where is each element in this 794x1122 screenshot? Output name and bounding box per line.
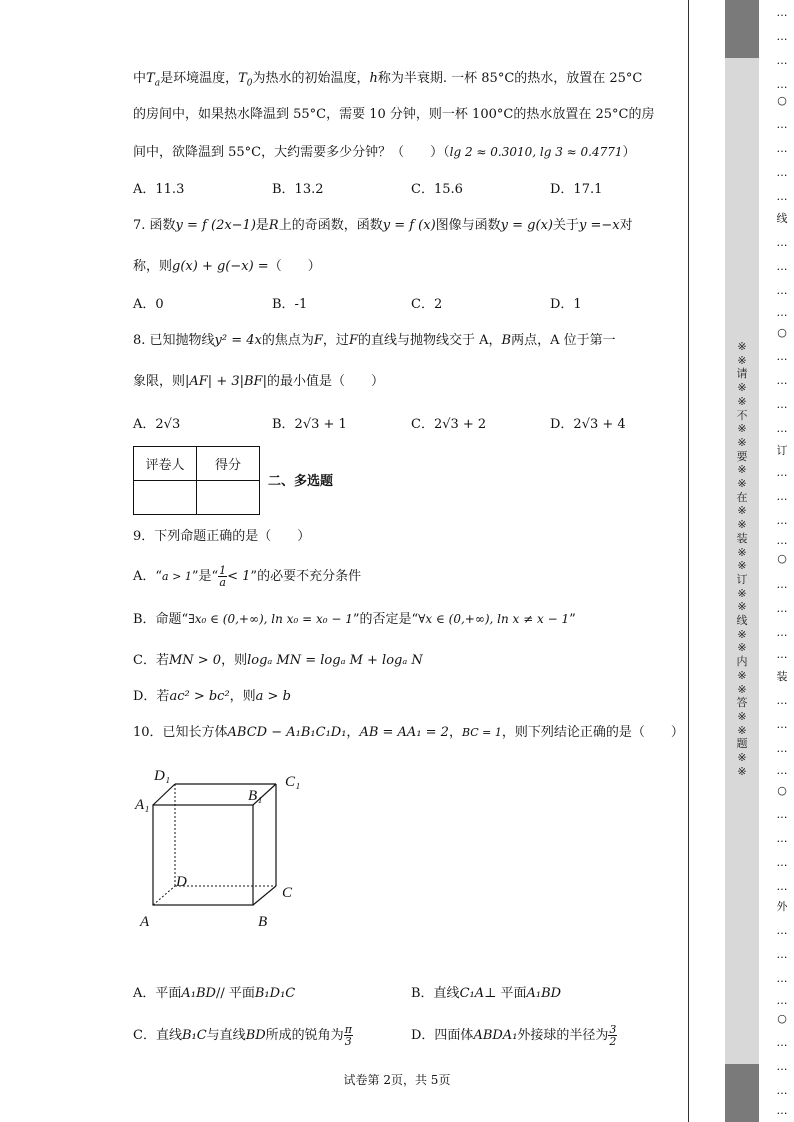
- text: 为热水的初始温度，: [252, 71, 370, 86]
- dots: …: [776, 54, 788, 67]
- p6-line1: [133, 69, 642, 94]
- dots: …: [776, 808, 788, 821]
- p8-line1: 8. 已知抛物线y² = 4x的焦点为F，过F的直线与抛物线交于 A，B两点，A 位于第一: [133, 333, 616, 348]
- edge-b-c: [253, 886, 276, 905]
- p9-option-b: B．命题“∃x₀ ∈ (0,+∞), ln x₀ = x₀ − 1”的否定是“∀x ∈ (0,+∞), ln x ≠ x − 1”: [133, 612, 576, 627]
- p6-option-d: D．17.1: [550, 182, 603, 197]
- p10-option-d: D．四面体ABDA₁外接球的半径为 $\frac{3}{2}$: [411, 1023, 617, 1048]
- p8-line2: 象限，则|AF| + 3|BF|的最小值是（ ）: [133, 374, 384, 389]
- dots: …: [776, 350, 788, 363]
- score-table-header-grader: 评卷人: [134, 447, 197, 481]
- dots: …: [776, 832, 788, 845]
- dots: …: [776, 1104, 788, 1117]
- p6-option-c: C．15.6: [411, 182, 463, 197]
- p7-line2: 称，则g(x) + g(−x) =（ ）: [133, 259, 321, 274]
- circle-mark: ○: [777, 784, 787, 797]
- dots: …: [776, 374, 788, 387]
- dots: …: [776, 880, 788, 893]
- binding-strip-bottom: [725, 1064, 759, 1122]
- score-table: [133, 446, 260, 515]
- cuboid-diagram: [130, 760, 310, 940]
- circle-mark: ○: [777, 94, 787, 107]
- dots: …: [776, 626, 788, 639]
- binding-char-order: 订: [776, 444, 788, 457]
- circle-mark: ○: [777, 1012, 787, 1025]
- p7-option-b: B．-1: [272, 297, 308, 312]
- cuboid-front-face: [153, 805, 253, 905]
- dots: …: [776, 1084, 788, 1097]
- dots: …: [776, 142, 788, 155]
- label-c: C: [282, 885, 293, 901]
- dots: …: [776, 466, 788, 479]
- edge-a-d-hidden: [153, 886, 175, 905]
- dots: …: [776, 948, 788, 961]
- symbol-h: h: [369, 71, 378, 86]
- dots: …: [776, 718, 788, 731]
- p8-option-c: C．2√3 + 2: [411, 417, 487, 432]
- p6-option-a: A．11.3: [133, 182, 185, 197]
- dots: …: [776, 306, 788, 319]
- label-c1: C₁: [285, 774, 301, 790]
- p9-option-a: A．“a > 1”是“ $\frac{1}{a}$ < 1”的必要不充分条件: [133, 564, 362, 589]
- fraction: $\frac{3}{2}$: [609, 1023, 617, 1048]
- dots: …: [776, 924, 788, 937]
- dots: …: [776, 490, 788, 503]
- p10-option-b: B．直线C₁A⊥ 平面A₁BD: [411, 986, 562, 1001]
- dots: …: [776, 78, 788, 91]
- binding-strip-top: [725, 0, 759, 58]
- p7-option-a: A．0: [133, 297, 164, 312]
- score-table-cell-score[interactable]: [197, 481, 260, 515]
- text: 称为半衰期. 一杯 85°C的热水，放置在 25°C: [377, 71, 643, 86]
- dots: …: [776, 764, 788, 777]
- dots: …: [776, 284, 788, 297]
- dots: …: [776, 694, 788, 707]
- p7-option-d: D．1: [550, 297, 582, 312]
- edge-a1-d1: [153, 784, 175, 805]
- binding-border: [688, 0, 689, 1122]
- binding-char-line: 线: [776, 212, 788, 225]
- p6-option-b: B．13.2: [272, 182, 324, 197]
- dots: …: [776, 236, 788, 249]
- p7-option-c: C．2: [411, 297, 443, 312]
- dots: …: [776, 994, 788, 1007]
- label-d: D: [176, 874, 187, 890]
- p7-line1: 7. 函数y = f (2x−1)是R上的奇函数，函数y = f (x)图像与函数y = g(x)关于y =−x对: [133, 218, 633, 233]
- symbol-ta: $T_a$: [146, 71, 161, 89]
- dots: …: [776, 742, 788, 755]
- p10-option-a: A．平面A₁BD// 平面B₁D₁C: [133, 986, 296, 1001]
- dots: …: [776, 30, 788, 43]
- p6-line2: 的房间中，如果热水降温到 55°C，需要 10 分钟，则一杯 100°C的热水放置在 25°C的房: [133, 107, 655, 122]
- dots: …: [776, 422, 788, 435]
- label-a: A: [140, 914, 150, 930]
- dots: …: [776, 534, 788, 547]
- p9-stem: 9．下列命题正确的是（ ）: [133, 529, 311, 544]
- p10-option-c: C．直线B₁C与直线BD所成的锐角为 $\frac{\pi}{3}$: [133, 1023, 352, 1048]
- binding-char-install: 装: [776, 670, 788, 683]
- section-title: 二、多选题: [268, 474, 334, 489]
- p8-option-a: A．2√3: [133, 417, 181, 432]
- p10-stem: 10．已知长方体ABCD − A₁B₁C₁D₁，AB = AA₁ = 2，BC = 1，则下列结论正确的是（ ）: [133, 725, 684, 740]
- dots: …: [776, 602, 788, 615]
- dots: …: [776, 6, 788, 19]
- page-footer: 试卷第 2页，共 5页: [343, 1073, 451, 1087]
- text: 中: [133, 71, 147, 86]
- dots: …: [776, 118, 788, 131]
- p8-option-b: B．2√3 + 1: [272, 417, 347, 432]
- dots: …: [776, 190, 788, 203]
- dots: …: [776, 856, 788, 869]
- label-b1: B₁: [248, 788, 263, 804]
- fraction: $\frac{1}{a}$: [219, 564, 227, 589]
- label-a1: A₁: [135, 797, 150, 813]
- binding-dot-column: [772, 0, 792, 1122]
- score-table-header-score: 得分: [197, 447, 260, 481]
- binding-char-outer: 外: [776, 900, 788, 913]
- p9-option-d: D．若ac² > bc²，则a > b: [133, 689, 291, 704]
- p6-line3: 间中，欲降温到 55°C，大约需要多少分钟？（ ）（lg 2 ≈ 0.3010, lg 3 ≈ 0.4771）: [133, 145, 636, 160]
- label-b: B: [258, 914, 268, 930]
- circle-mark: ○: [777, 326, 787, 339]
- label-d1: D₁: [154, 768, 171, 784]
- dots: …: [776, 648, 788, 661]
- fraction: $\frac{\pi}{3}$: [344, 1023, 352, 1048]
- dots: …: [776, 514, 788, 527]
- dots: …: [776, 1060, 788, 1073]
- dots: …: [776, 578, 788, 591]
- dots: …: [776, 260, 788, 273]
- score-table-cell-grader[interactable]: [134, 481, 197, 515]
- text: 是环境温度，: [160, 71, 239, 86]
- p9-option-c: C．若MN > 0，则logₐ MN = logₐ M + logₐ N: [133, 653, 423, 668]
- dots: …: [776, 1036, 788, 1049]
- p8-option-d: D．2√3 + 4: [550, 417, 626, 432]
- symbol-t0: $T_0$: [238, 71, 253, 89]
- dots: …: [776, 166, 788, 179]
- dots: …: [776, 398, 788, 411]
- dots: …: [776, 972, 788, 985]
- circle-mark: ○: [777, 552, 787, 565]
- binding-warning-text: ※※请※※不※※要※※在※※装※※订※※线※※内※※答※※题※※: [736, 340, 748, 778]
